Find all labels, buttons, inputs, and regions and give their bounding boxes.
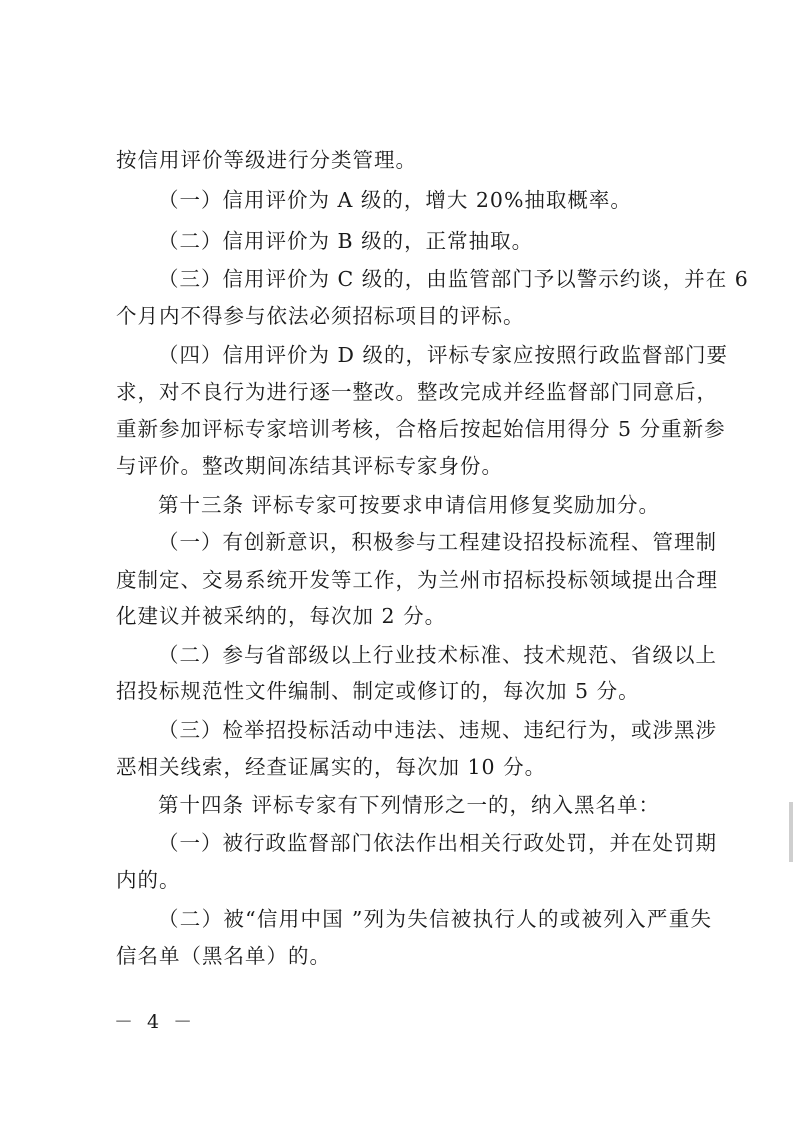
paragraph-line: 度制定、交易系统开发等工作，为兰州市招标投标领域提出合理 [116,568,718,592]
paragraph-line: 求，对不良行为进行逐一整改。整改完成并经监督部门同意后， [116,380,718,404]
paragraph-line: 化建议并被采纳的，每次加 2 分。 [116,604,447,628]
scan-edge-mark [789,802,793,862]
paragraph-line: （四）信用评价为 D 级的，评标专家应按照行政监督部门要 [158,343,728,367]
paragraph-line: 个月内不得参与依法必须招标项目的评标。 [116,304,525,328]
paragraph-line: （一）信用评价为 A 级的，增大 20%抽取概率。 [158,188,632,212]
paragraph-line: （一）被行政监督部门依法作出相关行政处罚，并在处罚期 [158,831,717,855]
paragraph-line: 信名单（黑名单）的。 [116,944,331,968]
article-heading-line: 第十三条 评标专家可按要求申请信用修复奖励加分。 [158,493,661,517]
paragraph-line: （二）参与省部级以上行业技术标准、技术规范、省级以上 [158,643,717,667]
page-number: － 4 － [114,1011,197,1033]
paragraph-line: （三）信用评价为 C 级的，由监管部门予以警示约谈，并在 6 [158,267,749,291]
paragraph-line: （三）检举招投标活动中违法、违规、违纪行为，或涉黑涉 [158,718,717,742]
paragraph-line: （二）信用评价为 B 级的，正常抽取。 [158,229,534,253]
article-heading-line: 第十四条 评标专家有下列情形之一的，纳入黑名单： [158,793,661,817]
paragraph-line: 与评价。整改期间冻结其评标专家身份。 [116,454,503,478]
paragraph-line: 按信用评价等级进行分类管理。 [116,148,417,172]
paragraph-line: （一）有创新意识，积极参与工程建设招投标流程、管理制 [158,530,717,554]
paragraph-line: （二）被“信用中国 ”列为失信被执行人的或被列入严重失 [158,907,712,931]
paragraph-line: 招投标规范性文件编制、制定或修订的，每次加 5 分。 [116,679,640,703]
paragraph-line: 恶相关线索，经查证属实的，每次加 10 分。 [116,755,547,779]
paragraph-line: 内的。 [116,868,181,892]
paragraph-line: 重新参加评标专家培训考核，合格后按起始信用得分 5 分重新参 [116,417,726,441]
